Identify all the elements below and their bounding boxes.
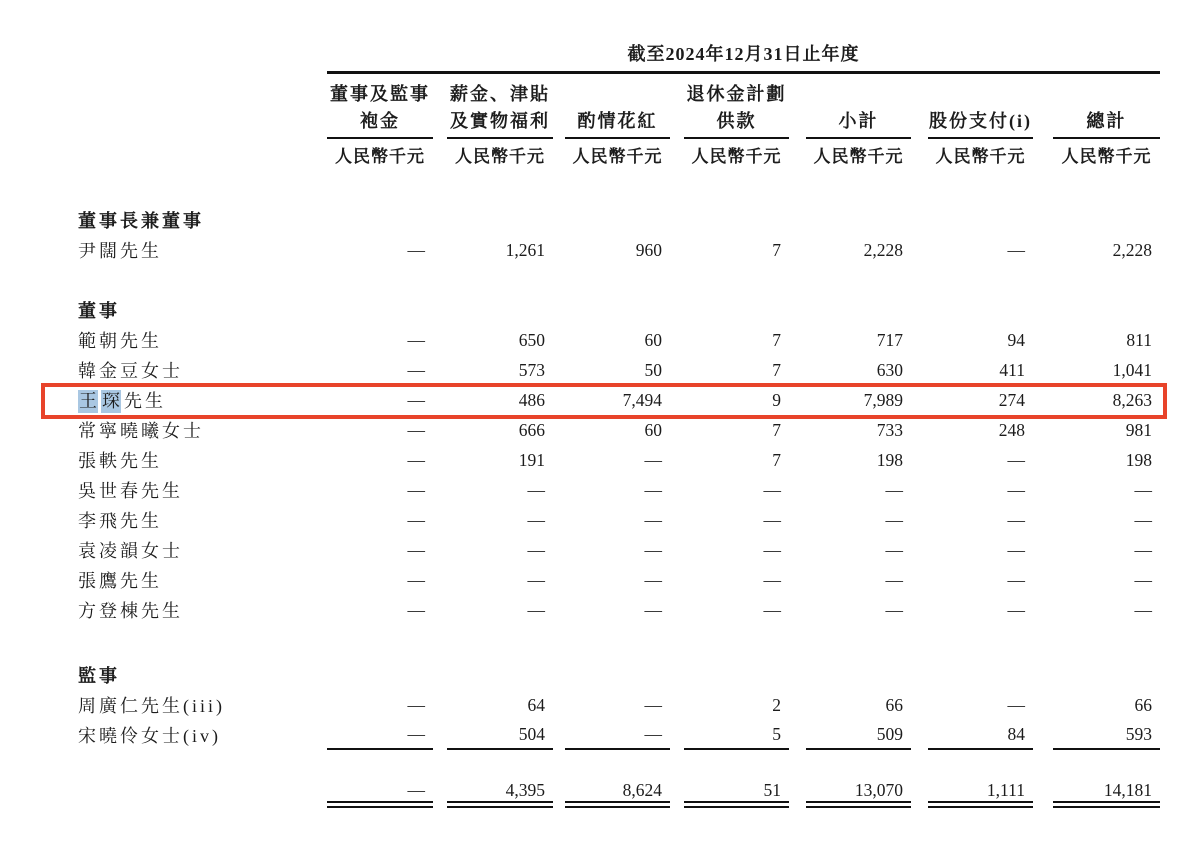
cell-value: 84 bbox=[928, 720, 1033, 750]
cell-value: 1,041 bbox=[1112, 359, 1152, 380]
total-value: 51 bbox=[684, 780, 789, 808]
cell-value: — bbox=[327, 720, 433, 750]
selected-text: 琛 bbox=[102, 391, 120, 411]
cell-value: — bbox=[1007, 599, 1025, 620]
cell-value: — bbox=[1007, 449, 1025, 470]
row-name: 李飛先生 bbox=[78, 511, 162, 531]
cell-value: 1,261 bbox=[505, 239, 545, 260]
cell-value: — bbox=[1007, 539, 1025, 560]
cell-value: 960 bbox=[635, 239, 662, 260]
cell-value: 9 bbox=[772, 389, 781, 410]
cell-value: — bbox=[407, 449, 425, 470]
cell-value: — bbox=[644, 449, 662, 470]
total-value: 8,624 bbox=[565, 780, 670, 808]
row-name: 張軼先生 bbox=[78, 451, 162, 471]
cell-value: — bbox=[885, 539, 903, 560]
cell-value: 486 bbox=[518, 389, 545, 410]
section-heading-row bbox=[78, 205, 1160, 235]
column-header: 袍金 bbox=[327, 100, 433, 139]
cell-value: 7,494 bbox=[622, 389, 662, 410]
cell-value: 60 bbox=[644, 329, 662, 350]
section-heading: 董事 bbox=[78, 301, 120, 321]
spacer bbox=[78, 750, 1160, 780]
row-name-rest: 先生 bbox=[124, 391, 166, 411]
cell-value: — bbox=[885, 569, 903, 590]
total-row bbox=[78, 780, 1160, 808]
cell-value: — bbox=[1134, 599, 1152, 620]
total-value: 1,111 bbox=[928, 780, 1033, 808]
total-value: 14,181 bbox=[1053, 780, 1160, 808]
cell-value: 8,263 bbox=[1112, 389, 1152, 410]
spacer bbox=[78, 265, 1160, 295]
column-header-line1: 董事及監事 bbox=[330, 84, 430, 104]
cell-value: — bbox=[565, 720, 670, 750]
cell-value: — bbox=[1007, 239, 1025, 260]
table-row bbox=[78, 445, 1160, 475]
cell-value: — bbox=[1007, 509, 1025, 530]
table-row bbox=[78, 535, 1160, 565]
cell-value: — bbox=[1007, 569, 1025, 590]
total-value: — bbox=[327, 780, 433, 808]
row-name: 韓金豆女士 bbox=[78, 361, 183, 381]
cell-value: 630 bbox=[876, 359, 903, 380]
cell-value: 7 bbox=[772, 239, 781, 260]
cell-value: 411 bbox=[999, 359, 1025, 380]
table-row bbox=[78, 325, 1160, 355]
cell-value: — bbox=[407, 239, 425, 260]
cell-value: — bbox=[407, 329, 425, 350]
cell-value: 593 bbox=[1053, 720, 1160, 750]
table-row bbox=[78, 355, 1160, 385]
table-row bbox=[78, 235, 1160, 265]
cell-value: — bbox=[885, 479, 903, 500]
cell-value: 981 bbox=[1125, 419, 1152, 440]
table-row bbox=[78, 565, 1160, 595]
row-name: 範朝先生 bbox=[78, 331, 162, 351]
cell-value: — bbox=[407, 694, 425, 715]
cell-value: 7 bbox=[772, 419, 781, 440]
row-name: 宋曉伶女士(iv) bbox=[78, 726, 221, 746]
cell-value: — bbox=[763, 569, 781, 590]
cell-value: 573 bbox=[518, 359, 545, 380]
cell-value: — bbox=[644, 479, 662, 500]
cell-value: — bbox=[527, 599, 545, 620]
cell-value: — bbox=[763, 599, 781, 620]
cell-value: — bbox=[1134, 569, 1152, 590]
remuneration-table bbox=[78, 40, 1160, 808]
cell-value: 7 bbox=[772, 329, 781, 350]
cell-value: — bbox=[407, 599, 425, 620]
column-header: 酌情花紅 bbox=[565, 100, 670, 139]
cell-value: — bbox=[407, 479, 425, 500]
cell-value: — bbox=[644, 509, 662, 530]
column-header: 及實物福利 bbox=[447, 100, 553, 139]
row-name: 周廣仁先生(iii) bbox=[78, 696, 225, 716]
cell-value: 7,989 bbox=[863, 389, 903, 410]
total-value: 4,395 bbox=[447, 780, 553, 808]
cell-value: 66 bbox=[885, 694, 903, 715]
cell-value: 7 bbox=[772, 449, 781, 470]
column-header: 股份支付(i) bbox=[928, 100, 1033, 139]
cell-value: 504 bbox=[447, 720, 553, 750]
cell-value: — bbox=[1007, 694, 1025, 715]
cell-value: 2 bbox=[772, 694, 781, 715]
column-header-line1: 薪金、津貼 bbox=[450, 84, 550, 104]
cell-value: 7 bbox=[772, 359, 781, 380]
cell-value: 717 bbox=[876, 329, 903, 350]
selected-text: 王 bbox=[79, 391, 97, 411]
total-value: 13,070 bbox=[806, 780, 911, 808]
cell-value: 650 bbox=[518, 329, 545, 350]
cell-value: — bbox=[407, 569, 425, 590]
cell-value: — bbox=[644, 599, 662, 620]
cell-value: — bbox=[763, 479, 781, 500]
cell-value: — bbox=[1134, 479, 1152, 500]
cell-value: 191 bbox=[518, 449, 545, 470]
cell-value: — bbox=[885, 599, 903, 620]
cell-value: — bbox=[644, 539, 662, 560]
section-heading-row bbox=[78, 660, 1160, 690]
cell-value: 94 bbox=[1007, 329, 1025, 350]
row-name: 常寧曉曦女士 bbox=[78, 421, 204, 441]
section-heading-row bbox=[78, 295, 1160, 325]
unit-label: 人民幣千元 bbox=[813, 147, 904, 166]
table-title-row bbox=[78, 40, 1160, 72]
cell-value: — bbox=[1134, 509, 1152, 530]
cell-value: 666 bbox=[518, 419, 545, 440]
cell-value: — bbox=[407, 419, 425, 440]
section-heading: 董事長兼董事 bbox=[78, 211, 204, 231]
cell-value: 66 bbox=[1134, 694, 1152, 715]
cell-value: — bbox=[1134, 539, 1152, 560]
table-row bbox=[78, 415, 1160, 445]
cell-value: 64 bbox=[527, 694, 545, 715]
cell-value: 198 bbox=[876, 449, 903, 470]
unit-labels-row bbox=[78, 139, 1160, 169]
column-header-line1: 退休金計劃 bbox=[686, 84, 787, 104]
row-name: 袁凌韻女士 bbox=[78, 541, 183, 561]
unit-label: 人民幣千元 bbox=[1061, 147, 1152, 166]
cell-value: — bbox=[407, 509, 425, 530]
column-header: 供款 bbox=[684, 100, 789, 139]
cell-value: — bbox=[644, 694, 662, 715]
unit-label: 人民幣千元 bbox=[691, 147, 782, 166]
cell-value: 509 bbox=[806, 720, 911, 750]
cell-value: 248 bbox=[998, 419, 1025, 440]
table-body bbox=[78, 205, 1160, 808]
cell-value: 2,228 bbox=[863, 239, 903, 260]
unit-label: 人民幣千元 bbox=[572, 147, 663, 166]
cell-value: 274 bbox=[998, 389, 1025, 410]
cell-value: — bbox=[644, 569, 662, 590]
table-row bbox=[78, 690, 1160, 720]
cell-value: — bbox=[407, 539, 425, 560]
table-row bbox=[78, 385, 1160, 415]
section-heading: 監事 bbox=[78, 666, 120, 686]
cell-value: — bbox=[407, 359, 425, 380]
cell-value: — bbox=[763, 539, 781, 560]
unit-label: 人民幣千元 bbox=[455, 147, 545, 166]
table-row bbox=[78, 475, 1160, 505]
cell-value: 2,228 bbox=[1112, 239, 1152, 260]
spacer bbox=[78, 169, 1160, 205]
period-header: 截至2024年12月31日止年度 bbox=[327, 40, 1160, 74]
cell-value: — bbox=[763, 509, 781, 530]
cell-value: — bbox=[885, 509, 903, 530]
unit-label: 人民幣千元 bbox=[935, 147, 1026, 166]
cell-value: 733 bbox=[876, 419, 903, 440]
row-name: 尹闊先生 bbox=[78, 241, 162, 261]
cell-value: — bbox=[527, 509, 545, 530]
table-row bbox=[78, 505, 1160, 535]
row-name bbox=[78, 387, 327, 413]
row-name: 方登棟先生 bbox=[78, 601, 183, 621]
row-name: 吳世春先生 bbox=[78, 481, 183, 501]
column-headers-line2 bbox=[78, 106, 1160, 139]
cell-value: — bbox=[1007, 479, 1025, 500]
spacer bbox=[78, 625, 1160, 660]
cell-value: 811 bbox=[1126, 329, 1152, 350]
column-header: 總計 bbox=[1053, 100, 1160, 139]
row-name: 張鷹先生 bbox=[78, 571, 162, 591]
cell-value: — bbox=[527, 479, 545, 500]
table-row bbox=[78, 720, 1160, 750]
cell-value: 60 bbox=[644, 419, 662, 440]
cell-value: — bbox=[527, 569, 545, 590]
cell-value: 50 bbox=[644, 359, 662, 380]
table-row bbox=[78, 595, 1160, 625]
cell-value: — bbox=[527, 539, 545, 560]
cell-value: 198 bbox=[1125, 449, 1152, 470]
cell-value: — bbox=[407, 389, 425, 410]
column-header: 小計 bbox=[806, 100, 911, 139]
unit-label: 人民幣千元 bbox=[335, 147, 425, 166]
cell-value: 5 bbox=[684, 720, 789, 750]
